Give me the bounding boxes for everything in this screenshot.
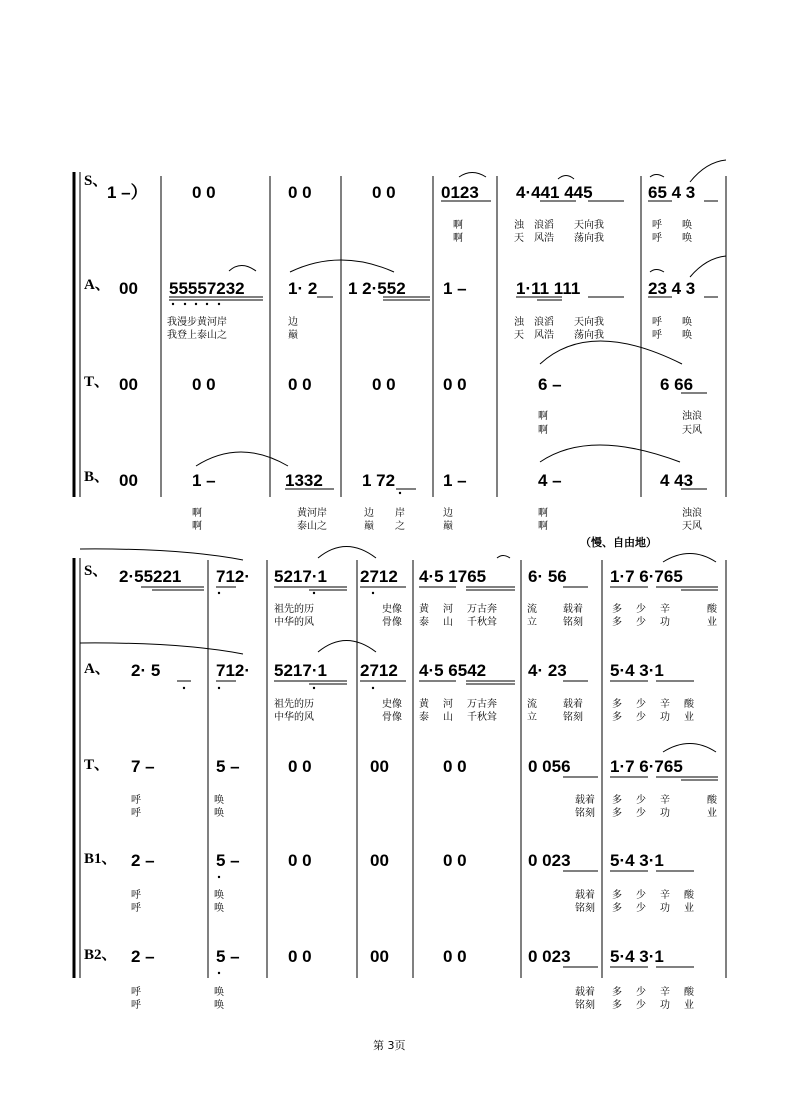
- lyric: 中华的风: [274, 617, 314, 628]
- measure: 5217·1: [274, 661, 327, 680]
- measure: 65 4 3: [648, 183, 696, 202]
- lyric: 铭刻: [563, 712, 583, 723]
- measure: 00: [119, 375, 138, 394]
- measure: 2·55221: [119, 567, 182, 586]
- lyric: 酸: [684, 890, 694, 901]
- lyric: 多: [612, 890, 622, 901]
- lyric: 铭刻: [575, 808, 595, 819]
- measure: 00: [119, 279, 138, 298]
- lyric: 祖先的历: [274, 699, 314, 710]
- measure: 0 0: [443, 947, 467, 966]
- lyric: 呼 唤: [652, 233, 692, 244]
- lyric: 辛: [660, 795, 670, 806]
- lyric: 万古奔: [467, 699, 497, 710]
- lyric: 铭刻: [575, 1000, 595, 1011]
- lyric: 啊: [538, 411, 548, 422]
- measure: 0 0: [192, 375, 216, 394]
- measure: 1· 2: [288, 279, 318, 298]
- measure: 1 72: [362, 471, 396, 490]
- lyric: 浊浪: [682, 508, 702, 519]
- measure: 2· 5: [131, 661, 161, 680]
- lyric: 黄: [419, 604, 429, 615]
- lyric: 啊: [538, 521, 548, 532]
- measure: 5·4 3·1: [610, 851, 664, 870]
- lyric: 山: [443, 712, 453, 723]
- lyric: 多: [612, 699, 622, 710]
- lyric: 啊: [453, 233, 463, 244]
- measure: 0 056: [528, 757, 571, 776]
- lyric: 啊: [538, 508, 548, 519]
- bass1-label: B1、: [84, 851, 117, 867]
- lyric: 载着: [563, 604, 583, 615]
- lyric: 中华的风: [274, 712, 314, 723]
- lyric: 载着: [563, 699, 583, 710]
- lyric: 多: [612, 617, 622, 628]
- lyric: 呼: [131, 987, 141, 998]
- lyric: 泰: [419, 712, 429, 723]
- lyric: 功: [660, 903, 670, 914]
- lyric: 天 风浩 荡向我: [514, 233, 604, 244]
- lyric: 载着: [575, 890, 595, 901]
- lyric: 多: [612, 987, 622, 998]
- lyric: 黄: [419, 699, 429, 710]
- lyric: 呼: [131, 1000, 141, 1011]
- lyric: 多: [612, 903, 622, 914]
- lyric: 载着: [575, 795, 595, 806]
- measure: 1 –）: [107, 183, 148, 202]
- lyric: 少: [636, 987, 646, 998]
- measure: 712·: [216, 567, 251, 586]
- alto-label: A、: [84, 277, 110, 293]
- lyric: 呼: [131, 903, 141, 914]
- lyric: 骨像: [382, 712, 402, 723]
- lyric: 业: [707, 808, 717, 819]
- lyric: 多: [612, 604, 622, 615]
- lyric: 山: [443, 617, 453, 628]
- measure: 7 –: [131, 757, 155, 776]
- lyric: 少: [636, 808, 646, 819]
- lyric: 岸: [395, 508, 405, 519]
- lyric: 泰山之: [297, 521, 327, 532]
- lyric: 史像: [382, 699, 402, 710]
- measure: 1·7 6·765: [610, 757, 683, 776]
- lyric: 载着: [575, 987, 595, 998]
- lyric: 业: [684, 712, 694, 723]
- measure: 0 023: [528, 851, 571, 870]
- measure: 2712: [360, 567, 398, 586]
- lyric: 呼 唤: [652, 220, 692, 231]
- lyric: 我漫步黄河岸: [167, 317, 227, 328]
- lyric: 少: [636, 617, 646, 628]
- measure: 23 4 3: [648, 279, 696, 298]
- lyric: 呼: [131, 808, 141, 819]
- lyric: 天风: [682, 521, 702, 532]
- lyric: 之: [395, 521, 405, 532]
- measure: 00: [119, 471, 138, 490]
- measure: 6 66: [660, 375, 694, 394]
- measure: 4 –: [538, 471, 562, 490]
- lyric: 唤: [214, 903, 224, 914]
- lyric: 边: [288, 317, 298, 328]
- measure: 00: [370, 851, 389, 870]
- bass2-label: B2、: [84, 947, 117, 963]
- measure: 1·7 6·765: [610, 567, 683, 586]
- lyric: 多: [612, 808, 622, 819]
- lyric: 骨像: [382, 617, 402, 628]
- lyric: 酸: [707, 604, 717, 615]
- lyric: 少: [636, 699, 646, 710]
- lyric: 立: [527, 617, 537, 628]
- lyric: 啊: [453, 220, 463, 231]
- lyric: 唤: [214, 890, 224, 901]
- lyric: 巅: [443, 521, 453, 532]
- lyric: 呼 唤: [652, 317, 692, 328]
- lyric: 流: [527, 604, 537, 615]
- measure: 1 –: [192, 471, 216, 490]
- lyric: 巅: [364, 521, 374, 532]
- lyric: 业: [707, 617, 717, 628]
- measure: 5 –: [216, 947, 240, 966]
- lyric: 千秋耸: [467, 617, 497, 628]
- system2-beams: [141, 587, 718, 967]
- measure: 6· 56: [528, 567, 567, 586]
- measure: 712·: [216, 661, 251, 680]
- lyric: 多: [612, 1000, 622, 1011]
- lyric: 酸: [684, 699, 694, 710]
- measure: 2 –: [131, 947, 155, 966]
- lyric: 辛: [660, 987, 670, 998]
- lyric: 业: [684, 1000, 694, 1011]
- lyric: 少: [636, 890, 646, 901]
- lyric: 功: [660, 1000, 670, 1011]
- system1-beams: [169, 201, 718, 489]
- lyric: 铭刻: [575, 903, 595, 914]
- lyric: 祖先的历: [274, 604, 314, 615]
- measure: 0 0: [288, 183, 312, 202]
- lyric: 立: [527, 712, 537, 723]
- lyric: 辛: [660, 890, 670, 901]
- lyric: 呼: [131, 890, 141, 901]
- lyric: 业: [684, 903, 694, 914]
- measure: 1 –: [443, 471, 467, 490]
- lyric: 呼 唤: [652, 330, 692, 341]
- measure: 1332: [285, 471, 323, 490]
- lyric: 黄河岸: [297, 508, 327, 519]
- measure: 0 0: [372, 375, 396, 394]
- lyric: 浊 浪滔 天向我: [514, 220, 604, 231]
- measure: 00: [370, 947, 389, 966]
- tempo-marking: （慢、自由地）: [580, 536, 657, 549]
- measure: 55557232: [169, 279, 245, 298]
- measure: 5217·1: [274, 567, 327, 586]
- page-number: 第 3页: [373, 1039, 406, 1052]
- measure: 5·4 3·1: [610, 661, 664, 680]
- lyric: 唤: [214, 1000, 224, 1011]
- lyric: 万古奔: [467, 604, 497, 615]
- lyric: 少: [636, 1000, 646, 1011]
- measure: 1·11 111: [516, 279, 581, 298]
- lyric: 啊: [192, 521, 202, 532]
- lyric: 边: [443, 508, 453, 519]
- measure: 0 0: [443, 375, 467, 394]
- measure: 0 0: [288, 851, 312, 870]
- lyric: 铭刻: [563, 617, 583, 628]
- lyric: 辛: [660, 604, 670, 615]
- lyric: 唤: [214, 987, 224, 998]
- lyric: 天 风浩 荡向我: [514, 330, 604, 341]
- system1-barlines: [161, 176, 726, 497]
- measure: 0 0: [443, 851, 467, 870]
- measure: 0 0: [288, 757, 312, 776]
- lyric: 酸: [684, 987, 694, 998]
- lyric: 唤: [214, 808, 224, 819]
- measure: 1 2·552: [348, 279, 406, 298]
- measure: 00: [370, 757, 389, 776]
- lyric: 功: [660, 712, 670, 723]
- lyric: 酸: [707, 795, 717, 806]
- measure: 4·5 1765: [419, 567, 487, 586]
- soprano-label: S、: [84, 173, 108, 189]
- measure: 5 –: [216, 757, 240, 776]
- measure: 6 –: [538, 375, 562, 394]
- lyric: 巅: [288, 330, 298, 341]
- lyric: 功: [660, 808, 670, 819]
- lyric: 唤: [214, 795, 224, 806]
- measure: 4·441 445: [516, 183, 593, 202]
- lyric: 少: [636, 795, 646, 806]
- lyric: 多: [612, 795, 622, 806]
- system1-slurs: [196, 160, 726, 466]
- lyric: 少: [636, 903, 646, 914]
- lyric: 辛: [660, 699, 670, 710]
- lyric: 啊: [192, 508, 202, 519]
- measure: 2712: [360, 661, 398, 680]
- measure: 0 023: [528, 947, 571, 966]
- long-slur-2: [80, 643, 243, 654]
- measure: 0 0: [288, 947, 312, 966]
- lyric: 河: [443, 604, 453, 615]
- lyric: 功: [660, 617, 670, 628]
- tenor-label: T、: [84, 374, 110, 390]
- measure: 4· 23: [528, 661, 567, 680]
- lyric: 少: [636, 604, 646, 615]
- lyric: 边: [364, 508, 374, 519]
- measure: 4·5 6542: [419, 661, 487, 680]
- measure: 4 43: [660, 471, 694, 490]
- lyric: 天风: [682, 425, 702, 436]
- measure: 5 –: [216, 851, 240, 870]
- lyric: 啊: [538, 425, 548, 436]
- lyric: 浊 浪滔 天向我: [514, 317, 604, 328]
- measure: 5·4 3·1: [610, 947, 664, 966]
- measure: 2 –: [131, 851, 155, 870]
- lyric: 流: [527, 699, 537, 710]
- long-slur-1: [80, 549, 243, 560]
- measure: 0 0: [192, 183, 216, 202]
- measure: 0123: [441, 183, 479, 202]
- lyric: 千秋耸: [467, 712, 497, 723]
- lyric: 呼: [131, 795, 141, 806]
- measure: 0 0: [443, 757, 467, 776]
- measure: 0 0: [372, 183, 396, 202]
- lyric: 浊浪: [682, 411, 702, 422]
- soprano-label: S、: [84, 563, 108, 579]
- bass-label: B、: [84, 469, 110, 485]
- lyric: 少: [636, 712, 646, 723]
- measure: 1 –: [443, 279, 467, 298]
- lyric: 河: [443, 699, 453, 710]
- lyric: 多: [612, 712, 622, 723]
- lyric: 史像: [382, 604, 402, 615]
- lyric: 我登上泰山之: [167, 330, 227, 341]
- alto-label: A、: [84, 661, 110, 677]
- measure: 0 0: [288, 375, 312, 394]
- lyric: 泰: [419, 617, 429, 628]
- tenor-label: T、: [84, 757, 110, 773]
